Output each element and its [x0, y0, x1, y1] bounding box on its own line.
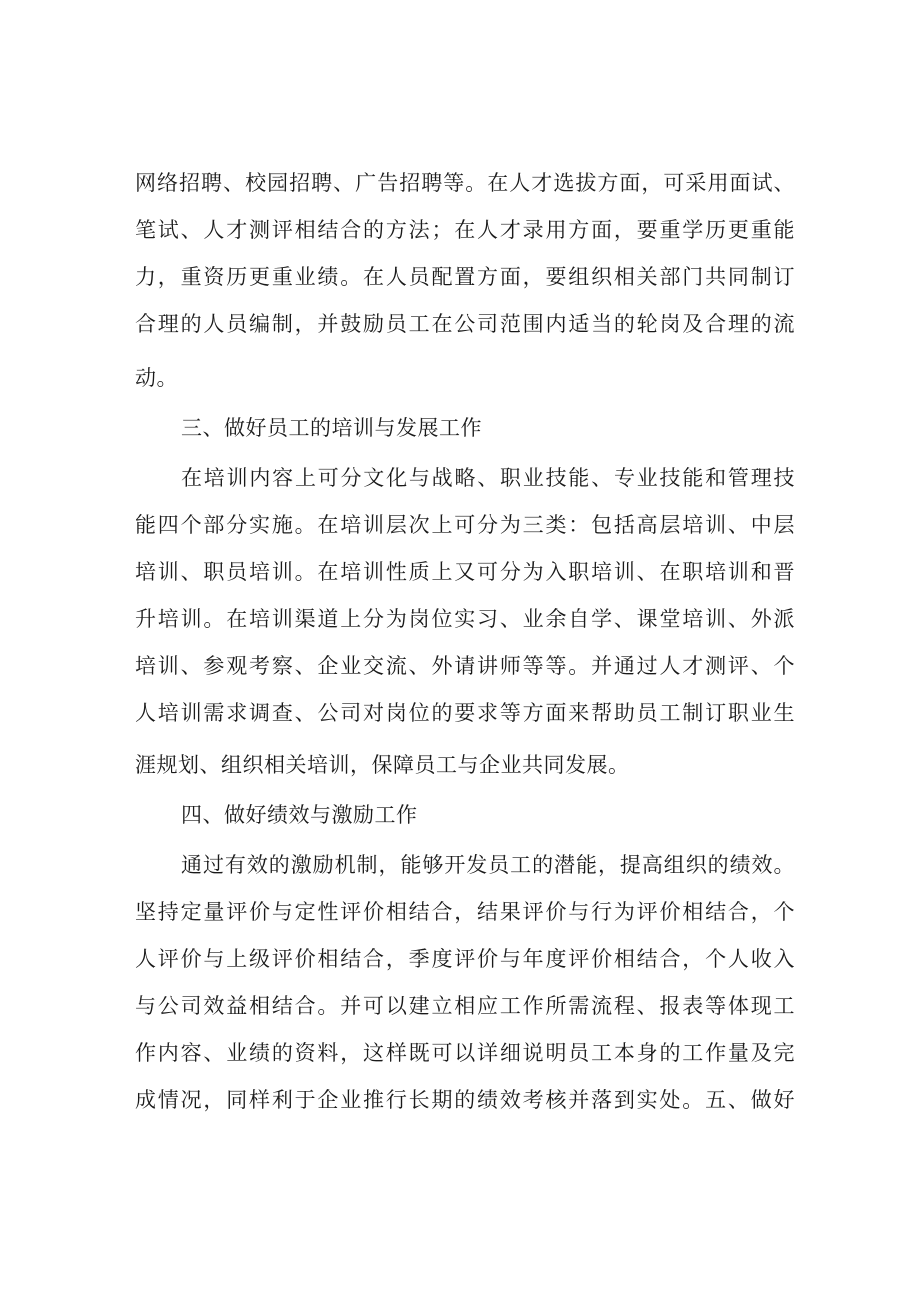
paragraph-line: 在培训内容上可分文化与战略、职业技能、专业技能和管理技 [181, 466, 795, 490]
paragraph-line: 成情况，同样利于企业推行长期的绩效考核并落到实处。五、做好 [135, 1088, 795, 1112]
paragraph-line: 笔试、人才测评相结合的方法；在人才录用方面，要重学历更重能 [135, 218, 795, 242]
section-heading: 四、做好绩效与激励工作 [181, 803, 418, 827]
paragraph-line: 能四个部分实施。在培训层次上可分为三类：包括高层培训、中层 [135, 513, 795, 537]
paragraph-line: 作内容、业绩的资料，这样既可以详细说明员工本身的工作量及完 [135, 1041, 795, 1065]
paragraph-line: 人评价与上级评价相结合，季度评价与年度评价相结合，个人收入 [135, 947, 795, 971]
paragraph-line: 坚持定量评价与定性评价相结合，结果评价与行为评价相结合，个 [135, 900, 795, 924]
paragraph-line: 合理的人员编制，并鼓励员工在公司范围内适当的轮岗及合理的流 [135, 312, 795, 336]
section-heading: 三、做好员工的培训与发展工作 [181, 416, 482, 440]
paragraph-line: 人培训需求调查、公司对岗位的要求等方面来帮助员工制订职业生 [135, 701, 795, 725]
paragraph-line: 通过有效的激励机制，能够开发员工的潜能，提高组织的绩效。 [181, 853, 795, 877]
paragraph-line: 培训、参观考察、企业交流、外请讲师等等。并通过人才测评、个 [135, 654, 795, 678]
paragraph-line: 与公司效益相结合。并可以建立相应工作所需流程、报表等体现工 [135, 994, 795, 1018]
paragraph-line: 动。 [135, 366, 178, 390]
paragraph-line: 涯规划、组织相关培训，保障员工与企业共同发展。 [135, 753, 630, 777]
paragraph-line: 力，重资历更重业绩。在人员配置方面，要组织相关部门共同制订 [135, 265, 795, 289]
paragraph-line: 升培训。在培训渠道上分为岗位实习、业余自学、课堂培训、外派 [135, 607, 795, 631]
paragraph-line: 培训、职员培训。在培训性质上又可分为入职培训、在职培训和晋 [135, 560, 795, 584]
paragraph-line: 网络招聘、校园招聘、广告招聘等。在人才选拔方面，可采用面试、 [135, 171, 795, 195]
